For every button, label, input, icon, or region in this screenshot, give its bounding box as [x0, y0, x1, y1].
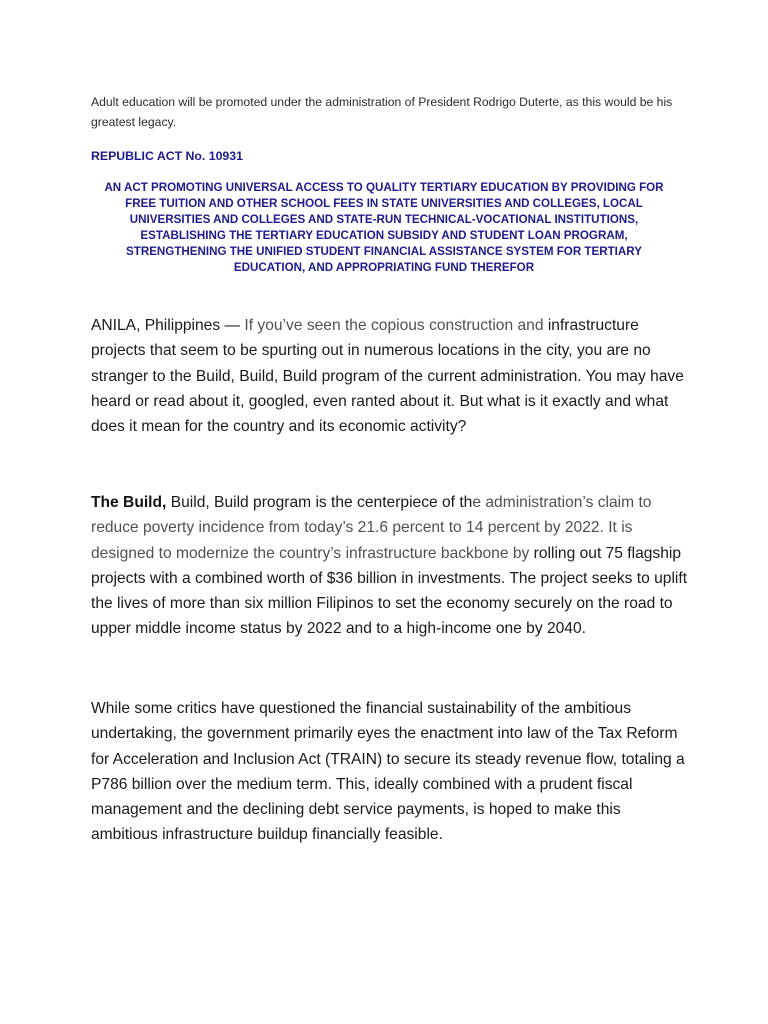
paragraph-3: While some critics have questioned the financial sustainability of the ambitious undertaking, the government primarily eyes the enactment into law of the Tax Reform for Acceleration and Inclusion Act (TRAIN) to secure its steady revenue flow, totaling a P786 billion over the medium term. This, ideally combined with a prudent fiscal management and the declining debt service payments, is hoped to make this ambitious infrastructure buildup financially feasible.	[91, 700, 685, 844]
paragraph-2-part-3: rolling out 75 flagship projects with a combined worth of $36 billion in investments. The project seeks to uplift the lives of more than six million Filipinos to set the economy securely on the road to upper middle income status by 2022 and to a high-income one by 2040.	[91, 544, 688, 638]
dateline: ANILA, Philippines —	[91, 317, 245, 334]
paragraph-1	[91, 313, 691, 439]
act-title-heading: AN ACT PROMOTING UNIVERSAL ACCESS TO QUALITY TERTIARY EDUCATION BY PROVIDING FOR FREE TUITION AND OTHER SCHOOL FEES IN STATE UNIVERSITIES AND COLLEGES, LOCAL UNIVERSITIES AND COLLEGES AND STATE-RUN TECHNICAL-VOCATIONAL INSTITUTIONS, ESTABLISHING THE TERTIARY EDUCATION SUBSIDY AND STUDENT LOAN PROGRAM, STRENGTHENING THE UNIFIED STUDENT FINANCIAL ASSISTANCE SYSTEM FOR TERTIARY EDUCATION, AND APPROPRIATING FUND THEREFOR	[104, 181, 664, 274]
act-number-heading: REPUBLIC ACT No. 10931	[91, 149, 243, 163]
paragraph-1-body: infrastructure projects that seem to be spurting out in numerous locations in the city, you are no stranger to the Build, Build, Build program of the current administration. You may have heard or read about it, googled, even ranted about it. But what is it exactly and what does it mean for the country and its economic activity?	[91, 317, 684, 436]
paragraph-2	[91, 490, 691, 642]
paragraph-1-lead: If you’ve seen the copious construction and	[244, 317, 544, 334]
intro-caption: Adult education will be promoted under the administration of President Rodrigo Duterte, as this would be his greatest legacy.	[91, 95, 673, 129]
paragraph-2-part-2: e administration’s claim to reduce poverty incidence from today’s 21.6 percent to 14 percent by 2022. It is designed to modernize the country’s infrastructure backbone by	[91, 494, 652, 562]
paragraph-2-bold-start: The Build,	[91, 494, 167, 511]
paragraph-2-part-1: Build, Build program is the centerpiece of th	[166, 494, 473, 511]
